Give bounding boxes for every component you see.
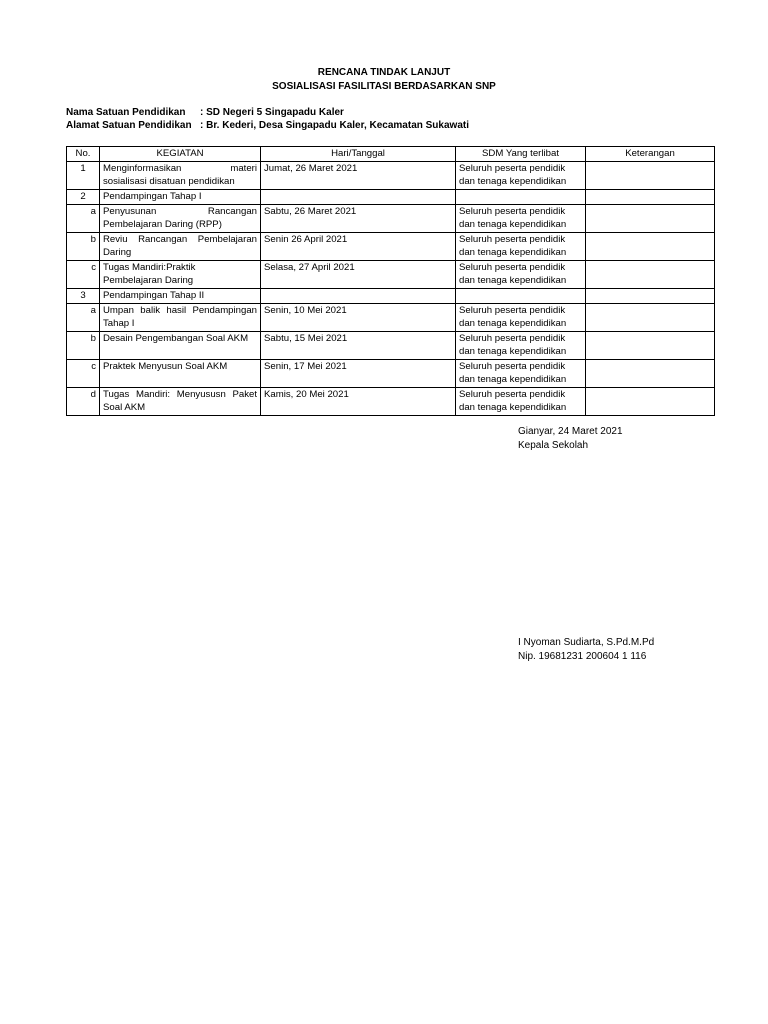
school-address-value: : Br. Kederi, Desa Singapadu Kaler, Kecamatan Sukawati	[200, 120, 469, 131]
row-tanggal: Senin, 10 Mei 2021	[261, 304, 456, 332]
row-keterangan	[586, 360, 715, 388]
row-sdm: Seluruh peserta pendidik dan tenaga kependidikan	[456, 388, 586, 416]
row-tanggal: Sabtu, 15 Mei 2021	[261, 332, 456, 360]
row-kegiatan: Umpan balik hasil Pendampingan Tahap I	[100, 304, 261, 332]
row-no: c	[67, 261, 100, 289]
row-kegiatan: Tugas Mandiri:Praktik Pembelajaran Daring	[100, 261, 261, 289]
row-tanggal: Selasa, 27 April 2021	[261, 261, 456, 289]
table-row	[67, 388, 715, 416]
document-subtitle: SOSIALISASI FASILITASI BERDASARKAN SNP	[272, 81, 496, 92]
row-keterangan	[586, 162, 715, 190]
row-sdm: Seluruh peserta pendidik dan tenaga kependidikan	[456, 162, 586, 190]
header-tanggal: Hari/Tanggal	[261, 147, 456, 162]
row-tanggal: Kamis, 20 Mei 2021	[261, 388, 456, 416]
school-address-line	[66, 120, 469, 131]
row-kegiatan: Menginformasikan materi sosialisasi disatuan pendidikan	[100, 162, 261, 190]
row-sdm: Seluruh peserta pendidik dan tenaga kependidikan	[456, 261, 586, 289]
row-kegiatan: Praktek Menyusun Soal AKM	[100, 360, 261, 388]
row-no: d	[67, 388, 100, 416]
row-no: b	[67, 332, 100, 360]
table-row	[67, 162, 715, 190]
school-address-label: Alamat Satuan Pendidikan	[66, 120, 192, 131]
row-kegiatan: Tugas Mandiri: Menyususn Paket Soal AKM	[100, 388, 261, 416]
signature-name: I Nyoman Sudiarta, S.Pd.M.Pd	[518, 637, 655, 648]
signature-place-date: Gianyar, 24 Maret 2021	[518, 426, 623, 437]
table-row	[67, 289, 715, 304]
row-keterangan	[586, 388, 715, 416]
row-tanggal: Sabtu, 26 Maret 2021	[261, 205, 456, 233]
row-kegiatan: Pendampingan Tahap I	[100, 190, 261, 205]
row-kegiatan: Desain Pengembangan Soal AKM	[100, 332, 261, 360]
table-row	[67, 190, 715, 205]
row-tanggal: Senin, 17 Mei 2021	[261, 360, 456, 388]
row-sdm: Seluruh peserta pendidik dan tenaga kependidikan	[456, 233, 586, 261]
row-sdm: Seluruh peserta pendidik dan tenaga kependidikan	[456, 304, 586, 332]
school-name-line	[66, 107, 344, 118]
row-keterangan	[586, 190, 715, 205]
row-no: a	[67, 304, 100, 332]
row-no: b	[67, 233, 100, 261]
row-keterangan	[586, 205, 715, 233]
table-header-row	[67, 147, 715, 162]
header-no: No.	[67, 147, 100, 162]
row-sdm	[456, 190, 586, 205]
row-no: 1	[67, 162, 100, 190]
row-tanggal	[261, 190, 456, 205]
school-name-label: Nama Satuan Pendidikan	[66, 107, 186, 118]
row-no: c	[67, 360, 100, 388]
table-row	[67, 304, 715, 332]
row-tanggal: Jumat, 26 Maret 2021	[261, 162, 456, 190]
row-kegiatan: Pendampingan Tahap II	[100, 289, 261, 304]
row-keterangan	[586, 233, 715, 261]
row-no: 2	[67, 190, 100, 205]
signature-role: Kepala Sekolah	[518, 440, 589, 451]
row-keterangan	[586, 304, 715, 332]
row-sdm	[456, 289, 586, 304]
row-sdm: Seluruh peserta pendidik dan tenaga kependidikan	[456, 332, 586, 360]
document-title: RENCANA TINDAK LANJUT	[317, 67, 451, 78]
activity-table	[66, 146, 715, 416]
school-name-value: : SD Negeri 5 Singapadu Kaler	[200, 107, 344, 118]
table-row	[67, 332, 715, 360]
header-kegiatan: KEGIATAN	[100, 147, 261, 162]
row-keterangan	[586, 261, 715, 289]
row-sdm: Seluruh peserta pendidik dan tenaga kependidikan	[456, 205, 586, 233]
row-keterangan	[586, 289, 715, 304]
row-kegiatan: Reviu Rancangan Pembelajaran Daring	[100, 233, 261, 261]
table-row	[67, 360, 715, 388]
row-no: 3	[67, 289, 100, 304]
table-row	[67, 205, 715, 233]
row-keterangan	[586, 332, 715, 360]
row-no: a	[67, 205, 100, 233]
signature-nip: Nip. 19681231 200604 1 116	[518, 651, 647, 662]
table-row	[67, 261, 715, 289]
table-row	[67, 233, 715, 261]
header-keterangan: Keterangan	[586, 147, 715, 162]
row-sdm: Seluruh peserta pendidik dan tenaga kependidikan	[456, 360, 586, 388]
row-kegiatan: Penyusunan Rancangan Pembelajaran Daring (RPP)	[100, 205, 261, 233]
row-tanggal	[261, 289, 456, 304]
header-sdm: SDM Yang terlibat	[456, 147, 586, 162]
row-tanggal: Senin 26 April 2021	[261, 233, 456, 261]
